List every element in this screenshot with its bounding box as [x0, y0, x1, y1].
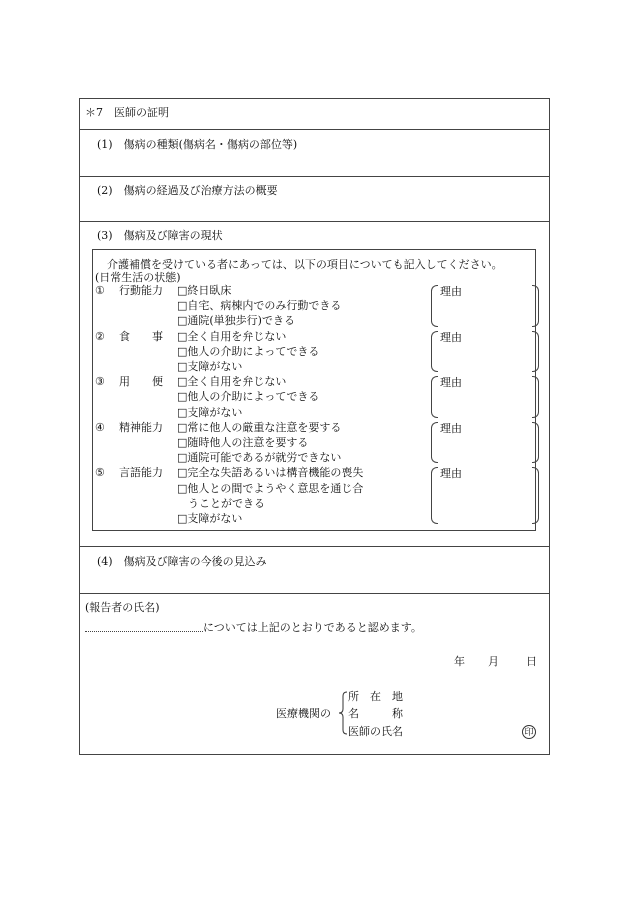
- doctor-certificate-form: [79, 98, 550, 755]
- item-number: ③: [95, 375, 105, 389]
- reporter-name-field[interactable]: [85, 631, 203, 632]
- bracket-left: [431, 331, 438, 373]
- reason-label: 理由: [440, 330, 462, 344]
- seal-icon: 印: [522, 725, 536, 739]
- bracket-left: [431, 422, 438, 464]
- daily-life-subtitle: (日常生活の状態): [95, 271, 181, 284]
- reason-field[interactable]: [431, 331, 539, 373]
- section-4-row[interactable]: [80, 546, 549, 594]
- item-label: 精神能力: [119, 420, 163, 434]
- item-number: ④: [95, 420, 105, 434]
- name-label: 名 称: [348, 707, 403, 720]
- header-row: [80, 99, 549, 130]
- section-3-title: (3) 傷病及び障害の現状: [97, 229, 223, 242]
- item-number: ①: [95, 284, 105, 297]
- checkbox-option[interactable]: □通院(単独歩行)できる: [177, 314, 295, 328]
- bracket-left: [431, 467, 438, 524]
- item-number: ⑤: [95, 466, 105, 480]
- reason-label: 理由: [440, 376, 462, 390]
- item-label: 行動能力: [119, 284, 163, 297]
- section-1-row[interactable]: [80, 129, 549, 177]
- checkbox-option[interactable]: □完全な失語あるいは構音機能の喪失: [177, 466, 364, 480]
- checkbox-option[interactable]: □自宅、病棟内でのみ行動できる: [177, 299, 342, 313]
- month-label: 月: [488, 655, 499, 668]
- institution-label: 医療機関の: [276, 707, 331, 720]
- curly-brace-icon: [338, 691, 348, 735]
- bracket-right: [532, 422, 539, 464]
- item-label: 用 便: [119, 375, 163, 389]
- day-label: 日: [526, 655, 537, 668]
- bracket-left: [431, 285, 438, 327]
- location-label: 所 在 地: [348, 690, 403, 703]
- checkbox-option[interactable]: □支障がない: [177, 360, 243, 373]
- reason-field[interactable]: [431, 467, 539, 524]
- bracket-right: [532, 285, 539, 327]
- reason-label: 理由: [440, 421, 462, 435]
- reason-field[interactable]: [431, 422, 539, 464]
- bracket-right: [532, 467, 539, 524]
- section-4-title: (4) 傷病及び障害の今後の見込み: [97, 555, 267, 568]
- checkbox-option[interactable]: □全く自用を弁じない: [177, 329, 287, 343]
- section-1-title: (1) 傷病の種類(傷病名・傷病の部位等): [97, 138, 298, 151]
- bracket-right: [532, 376, 539, 418]
- certify-text: については上記のとおりであると認めます。: [203, 621, 422, 634]
- reason-label: 理由: [440, 467, 462, 481]
- checkbox-option[interactable]: □支障がない: [177, 405, 243, 419]
- section-2-row[interactable]: [80, 176, 549, 222]
- checkbox-option[interactable]: □他人との間でようやく意思を通じ合: [177, 481, 364, 495]
- checkbox-option[interactable]: □終日臥床: [177, 284, 232, 297]
- checkbox-option[interactable]: □常に他人の厳重な注意を要する: [177, 420, 342, 434]
- item-number: ②: [95, 329, 105, 343]
- year-label: 年: [454, 655, 465, 668]
- checkbox-option[interactable]: □全く自用を弁じない: [177, 375, 287, 389]
- care-note: 介護補償を受けている者にあっては、以下の項目についても記入してください。: [107, 258, 503, 271]
- doctor-name-label: 医師の氏名: [348, 725, 403, 738]
- checkbox-option[interactable]: うことができる: [177, 496, 265, 510]
- item-label: 言語能力: [119, 466, 163, 480]
- reason-label: 理由: [440, 285, 462, 298]
- checkbox-option[interactable]: □通院可能であるが就労できない: [177, 451, 342, 465]
- checkbox-option[interactable]: □支障がない: [177, 512, 243, 525]
- item-label: 食 事: [119, 329, 163, 343]
- checkbox-option[interactable]: □他人の介助によってできる: [177, 344, 320, 358]
- checkbox-option[interactable]: □随時他人の注意を要する: [177, 436, 309, 449]
- daily-life-status-box: [92, 249, 536, 531]
- bracket-left: [431, 376, 438, 418]
- form-title: ＊7 医師の証明: [85, 106, 169, 119]
- reporter-label: (報告者の氏名): [85, 601, 160, 614]
- reason-field[interactable]: [431, 285, 539, 327]
- section-2-title: (2) 傷病の経過及び治療方法の概要: [97, 184, 278, 197]
- checkbox-option[interactable]: □他人の介助によってできる: [177, 390, 320, 404]
- bracket-right: [532, 331, 539, 373]
- reason-field[interactable]: [431, 376, 539, 418]
